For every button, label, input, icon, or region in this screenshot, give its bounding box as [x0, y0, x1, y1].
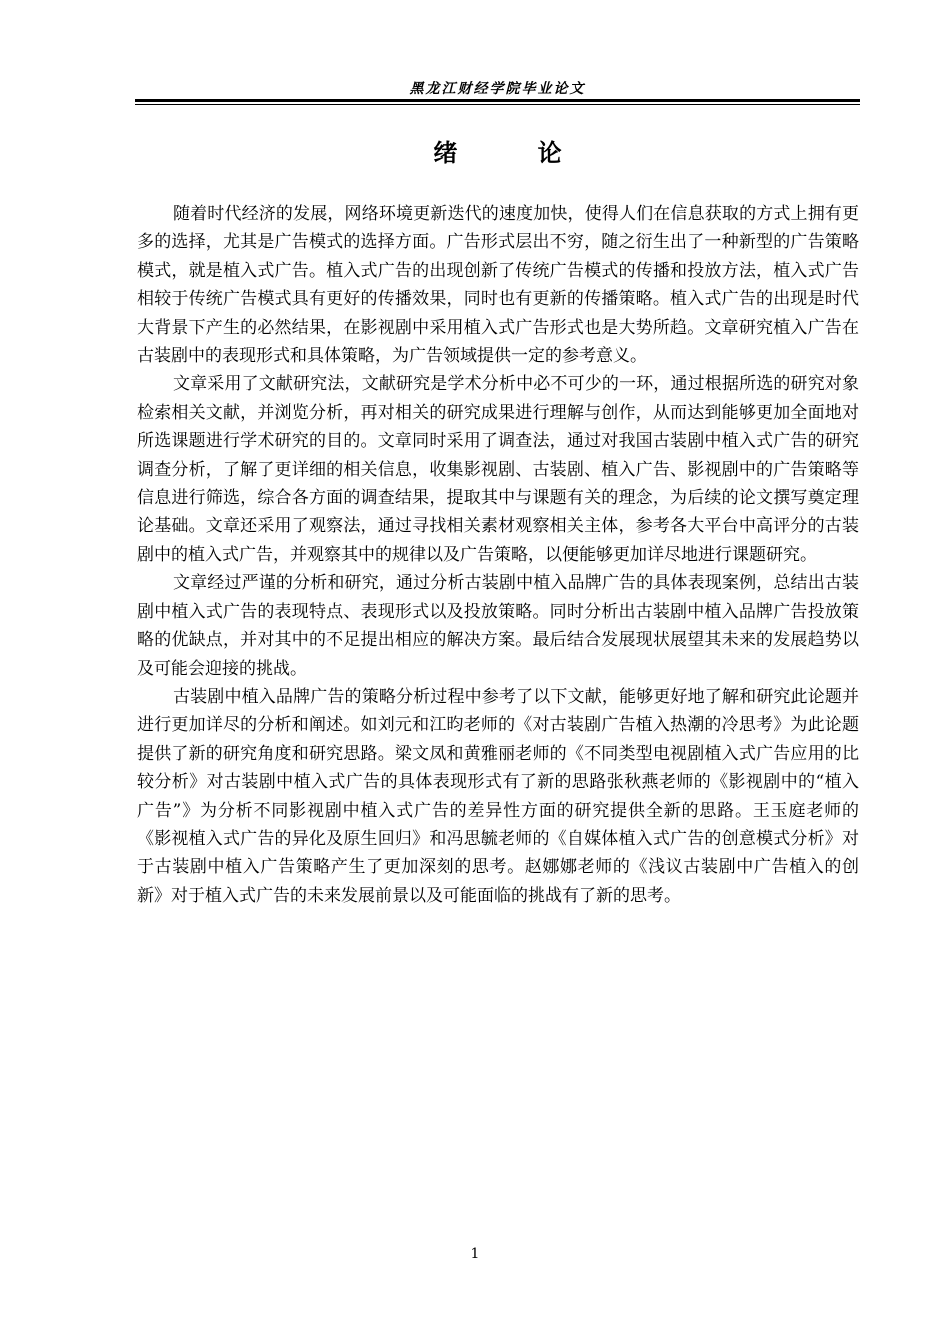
paragraph-3: 文章经过严谨的分析和研究，通过分析古装剧中植入品牌广告的具体表现案例，总结出古装剧中植入式广告的表现特点、表现形式以及投放策略。同时分析出古装剧中植入品牌广告投放策略的优缺点，并对其中的不足提出相应的解决方案。最后结合发展现状展望其未来的发展趋势以及可能会迎接的挑战。	[137, 573, 859, 679]
paragraph-1: 随着时代经济的发展，网络环境更新迭代的速度加快，使得人们在信息获取的方式上拥有更多的选择，尤其是广告模式的选择方面。广告形式层出不穷，随之衍生出了一种新型的广告策略模式，就是植入式广告。植入式广告的出现创新了传统广告模式的传播和投放方法，植入式广告相较于传统广告模式具有更好的传播效果，同时也有更新的传播策略。植入式广告的出现是时代大背景下产生的必然结果，在影视剧中采用植入式广告形式也是大势所趋。文章研究植入广告在古装剧中的表现形式和具体策略，为广告领域提供一定的参考意义。	[137, 204, 859, 367]
header-rule-thick	[135, 99, 860, 102]
header-rule-thin	[135, 104, 860, 105]
section-title: 绪 论	[433, 138, 598, 167]
page-number: 1	[470, 1246, 480, 1262]
paragraph-4: 古装剧中植入品牌广告的策略分析过程中参考了以下文献，能够更好地了解和研究此论题并进行更加详尽的分析和阐述。如刘元和江昀老师的《对古装剧广告植入热潮的冷思考》为此论题提供了新的研究角度和研究思路。梁文凤和黄雅丽老师的《不同类型电视剧植入式广告应用的比较分析》对古装剧中植入式广告的具体表现形式有了新的思路张秋燕老师的《影视剧中的“植入广告”》为分析不同影视剧中植入式广告的差异性方面的研究提供全新的思路。王玉庭老师的《影视植入式广告的异化及原生回归》和冯思毓老师的《自媒体植入式广告的创意模式分析》对于古装剧中植入广告策略产生了更加深刻的思考。赵娜娜老师的《浅议古装剧中广告植入的创新》对于植入式广告的未来发展前景以及可能面临的挑战有了新的思考。	[137, 686, 859, 906]
running-header: 黑龙江财经学院毕业论文	[409, 81, 586, 97]
paragraph-2: 文章采用了文献研究法，文献研究是学术分析中必不可少的一环，通过根据所选的研究对象检索相关文献，并浏览分析，再对相关的研究成果进行理解与创作，从而达到能够更加全面地对所选课题进行学术研究的目的。文章同时采用了调查法，通过对我国古装剧中植入式广告的研究调查分析，了解了更详细的相关信息，收集影视剧、古装剧、植入广告、影视剧中的广告策略等信息进行筛选，综合各方面的调查结果，提取其中与课题有关的理念，为后续的论文撰写奠定理论基础。文章还采用了观察法，通过寻找相关素材观察相关主体，参考各大平台中高评分的古装剧中的植入式广告，并观察其中的规律以及广告策略，以便能够更加详尽地进行课题研究。	[137, 374, 859, 565]
body-text	[137, 200, 859, 910]
